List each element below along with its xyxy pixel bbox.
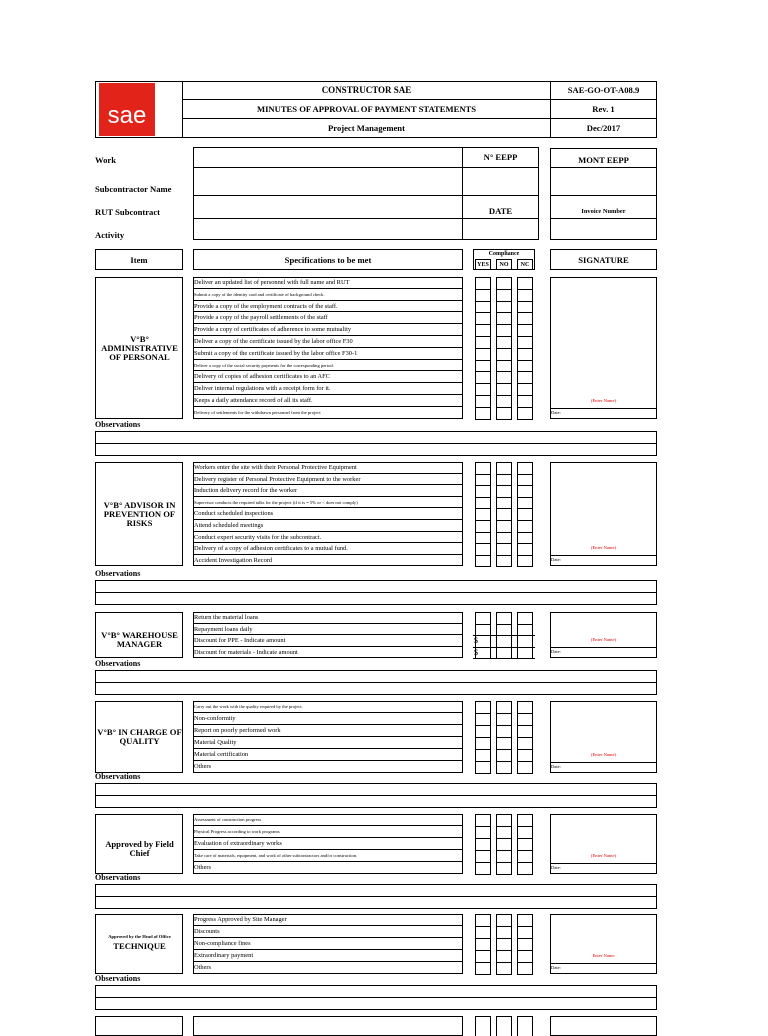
check-cell-line — [517, 773, 533, 774]
check-cell-line — [517, 761, 533, 762]
spec-row: Deliver a copy of the social security payments for the corresponding period. — [193, 360, 463, 372]
check-cell-line — [517, 713, 533, 714]
check-cell-line — [496, 773, 512, 774]
check-cell-line — [496, 635, 512, 636]
check-cell-line — [517, 383, 533, 384]
currency-symbol: $ — [474, 636, 478, 646]
check-cell-line — [475, 289, 491, 290]
check-cell-line — [475, 277, 491, 278]
spec-row: Discount for PPE - Indicate amount — [193, 635, 463, 647]
signature-column-header: SIGNATURE — [550, 249, 657, 270]
signature-name: (Enter Name) — [590, 637, 617, 642]
spec-row: Delivery of copies of adhesion certificates to an AFC — [193, 371, 463, 383]
next-check-column[interactable] — [517, 1016, 533, 1036]
signature-name: (Enter Name) — [590, 752, 617, 757]
signature-date-label: Date: — [551, 965, 561, 970]
check-cell-line — [496, 658, 512, 659]
check-cell-line — [496, 348, 512, 349]
eepp-number-label: N° EEPP — [483, 152, 518, 162]
check-cell-line — [517, 543, 533, 544]
spec-row: Deliver an updated list of personnel with full name and RUT — [193, 277, 463, 289]
check-cell-line — [517, 814, 533, 815]
logo-text: sae — [107, 101, 147, 129]
check-cell-line — [475, 520, 491, 521]
check-cell-line — [496, 474, 512, 475]
check-cell-line — [496, 737, 512, 738]
spec-row: Extraordinary payment — [193, 950, 463, 962]
check-cell-line — [496, 974, 512, 975]
yes-check-column[interactable] — [475, 462, 491, 566]
check-cell-line — [475, 773, 491, 774]
check-cell-line — [517, 725, 533, 726]
check-cell-line — [517, 336, 533, 337]
signature-box[interactable] — [550, 914, 657, 974]
spec-row: Discount for materials - Indicate amount — [194, 648, 298, 656]
check-cell-line — [496, 850, 512, 851]
check-cell-line — [496, 838, 512, 839]
section-title: TECHNIQUE — [113, 941, 166, 951]
check-cell-line — [475, 862, 491, 863]
check-cell-line — [475, 725, 491, 726]
check-cell-line — [475, 543, 491, 544]
check-cell-line — [475, 360, 491, 361]
check-cell-line — [496, 301, 512, 302]
signature-line — [550, 555, 657, 556]
section-title: V°B° IN CHARGE OF QUALITY — [97, 727, 182, 746]
spec-row: Material certification — [193, 749, 463, 761]
work-field[interactable] — [193, 147, 463, 168]
signature-date-label: Date: — [551, 865, 561, 870]
check-cell-line — [475, 838, 491, 839]
check-cell-line — [475, 647, 491, 648]
observations-label: Observations — [95, 772, 141, 781]
signature-box[interactable] — [550, 462, 657, 566]
check-cell-line — [475, 624, 491, 625]
check-cell-line — [517, 850, 533, 851]
signature-line — [550, 863, 657, 864]
no-check-column[interactable] — [496, 914, 512, 974]
check-cell-line — [496, 336, 512, 337]
check-cell-line — [496, 826, 512, 827]
work-label: Work — [95, 155, 117, 165]
check-cell-line — [496, 555, 512, 556]
check-cell-line — [475, 312, 491, 313]
check-cell-line — [517, 624, 533, 625]
spec-row: Delivery register of Personal Protective Equipment to the worker — [193, 474, 463, 486]
signature-name: (Enter Name) — [590, 853, 617, 858]
signature-date-label: Date: — [551, 649, 561, 654]
check-cell-line — [496, 701, 512, 702]
check-cell-line — [475, 485, 491, 486]
spec-row: Non-compliance fines — [193, 938, 463, 950]
check-cell-line — [475, 497, 491, 498]
signature-line — [550, 762, 657, 763]
check-cell-line — [475, 555, 491, 556]
check-cell-line — [517, 737, 533, 738]
check-cell-line — [517, 826, 533, 827]
signature-name: (Enter Name) — [590, 545, 617, 550]
observations-divider — [95, 592, 657, 593]
check-cell-line — [496, 713, 512, 714]
check-cell-line — [496, 462, 512, 463]
nc-check-column[interactable] — [517, 462, 533, 566]
spec-row: Report on poorly performed work — [193, 725, 463, 737]
nc-check-column[interactable] — [517, 814, 533, 874]
check-cell-line — [517, 348, 533, 349]
check-cell-line — [496, 407, 512, 408]
spec-row: Discounts — [193, 926, 463, 938]
spec-row: Supervisor conducts the required talks for the project (if it is = 5% or < does not comply) — [193, 497, 463, 509]
check-cell-line — [475, 938, 491, 939]
check-cell-line — [517, 838, 533, 839]
document-date: Dec/2017 — [586, 123, 621, 133]
check-cell-line — [517, 926, 533, 927]
observations-label: Observations — [95, 974, 141, 983]
check-cell-line — [475, 462, 491, 463]
spec-row: Provide a copy of certificates of adherence to some mutuality — [193, 324, 463, 336]
check-cell-line — [517, 289, 533, 290]
spec-row: Conduct scheduled inspections — [193, 508, 463, 520]
check-cell-line — [496, 419, 512, 420]
check-cell-line — [517, 360, 533, 361]
signature-box[interactable] — [550, 612, 657, 658]
check-cell-line — [496, 485, 512, 486]
check-cell-line — [517, 462, 533, 463]
check-cell-line — [475, 658, 491, 659]
no-check-column[interactable] — [496, 462, 512, 566]
section-title: V°B° WAREHOUSE MANAGER — [101, 629, 178, 649]
subcontractor-field[interactable] — [193, 167, 463, 196]
spec-row: Deliver internal regulations with a receipt form for it. — [193, 383, 463, 395]
check-cell-line — [517, 962, 533, 963]
check-cell-line — [517, 647, 533, 648]
observations-divider — [95, 997, 657, 998]
spec-row: Provide a copy of the employment contracts of the staff. — [193, 301, 463, 313]
activity-field[interactable] — [193, 218, 463, 240]
check-cell-line — [475, 701, 491, 702]
spec-row: Take care of materials, equipment, and work of other subcontractors and/or construction. — [193, 850, 463, 862]
document-code: SAE-GO-OT-A08.9 — [567, 85, 640, 95]
check-cell-line — [496, 647, 512, 648]
check-cell-line — [496, 543, 512, 544]
check-cell-line — [517, 312, 533, 313]
spec-row: Submit a copy of the certificate issued by the labor office F30-1 — [193, 348, 463, 360]
check-cell-line — [517, 419, 533, 420]
signature-date-label: Date: — [551, 557, 561, 562]
check-cell-line — [517, 520, 533, 521]
next-check-column[interactable] — [475, 1016, 491, 1036]
check-cell-line — [496, 277, 512, 278]
check-cell-line — [496, 312, 512, 313]
spec-row: Submit a copy of the identity card and certificate of background check. — [193, 289, 463, 301]
spec-row: Delivery of a copy of adhesion certificates to a mutual fund. — [193, 543, 463, 555]
check-cell-line — [496, 289, 512, 290]
spec-row: Workers enter the site with their Personal Protective Equipment — [193, 462, 463, 474]
check-cell-line — [475, 814, 491, 815]
check-cell-line — [475, 532, 491, 533]
check-cell-line — [517, 371, 533, 372]
observations-divider — [95, 682, 657, 683]
check-cell-line — [496, 761, 512, 762]
check-cell-line — [496, 520, 512, 521]
yes-check-column[interactable] — [475, 914, 491, 974]
check-cell-line — [517, 555, 533, 556]
check-cell-line — [475, 566, 491, 567]
check-cell-line — [496, 874, 512, 875]
signature-name: Enter Name — [592, 953, 615, 958]
check-cell-line — [475, 826, 491, 827]
check-cell-line — [496, 324, 512, 325]
spec-row: Return the material loans — [193, 612, 463, 624]
no-check-column[interactable] — [496, 814, 512, 874]
check-cell-line — [496, 962, 512, 963]
check-cell-line — [475, 301, 491, 302]
next-section-spec-list — [193, 1016, 463, 1036]
check-cell-line — [517, 485, 533, 486]
check-cell-line — [517, 938, 533, 939]
nc-check-column[interactable] — [517, 914, 533, 974]
next-section-item-cell — [95, 1016, 183, 1036]
next-signature-box[interactable] — [550, 1016, 657, 1036]
check-cell-line — [475, 474, 491, 475]
check-cell-line — [517, 658, 533, 659]
check-cell-line — [475, 749, 491, 750]
spec-row: Assessment of construction progress — [193, 814, 463, 826]
check-cell-line — [496, 749, 512, 750]
check-cell-line — [496, 532, 512, 533]
check-cell-line — [475, 371, 491, 372]
check-cell-line — [496, 725, 512, 726]
check-cell-line — [517, 497, 533, 498]
check-cell-line — [496, 383, 512, 384]
check-cell-line — [475, 874, 491, 875]
signature-line — [550, 647, 657, 648]
check-cell-line — [496, 371, 512, 372]
check-cell-line — [517, 862, 533, 863]
check-cell-line — [475, 950, 491, 951]
section-title: V°B° ADVISOR IN PREVENTION OF RISKS — [103, 500, 176, 528]
signature-date-label: Date: — [551, 410, 561, 415]
check-cell-line — [517, 749, 533, 750]
check-cell-line — [475, 336, 491, 337]
department-name: Project Management — [328, 123, 405, 133]
rut-field[interactable] — [193, 195, 463, 219]
section-title: Approved by Field Chief — [105, 838, 174, 858]
check-cell-line — [496, 395, 512, 396]
currency-symbol: $ — [474, 647, 478, 657]
spec-row: Accident Investigation Record — [194, 556, 273, 564]
spec-row: Attend scheduled meetings — [193, 520, 463, 532]
spec-row: Physical Progress according to work programs — [193, 826, 463, 838]
check-cell-line — [517, 532, 533, 533]
check-cell-line — [496, 950, 512, 951]
nc-header: NC — [517, 259, 533, 270]
date-label: DATE — [488, 206, 513, 216]
invoice-number-label: Invoice Number — [581, 207, 626, 215]
specs-column-header: Specifications to be met — [193, 249, 463, 270]
observations-label: Observations — [95, 420, 141, 429]
check-cell-line — [496, 566, 512, 567]
check-cell-line — [475, 737, 491, 738]
spec-row: Progress Approved by Site Manager — [193, 914, 463, 926]
next-check-column[interactable] — [496, 1016, 512, 1036]
spec-row: Delivery of settlements for the withdrawn personnel from the project — [194, 409, 321, 415]
check-cell-line — [517, 612, 533, 613]
check-cell-line — [475, 850, 491, 851]
check-cell-line — [475, 713, 491, 714]
check-cell-line — [475, 508, 491, 509]
signature-line — [550, 963, 657, 964]
observations-label: Observations — [95, 873, 141, 882]
check-cell-line — [496, 612, 512, 613]
item-column-header: Item — [95, 249, 183, 270]
check-cell-line — [475, 407, 491, 408]
check-cell-line — [475, 324, 491, 325]
check-cell-line — [517, 301, 533, 302]
check-cell-line — [496, 360, 512, 361]
spec-row: Carry out the work with the quality required by the project. — [193, 701, 463, 713]
check-cell-line — [517, 508, 533, 509]
check-cell-line — [475, 395, 491, 396]
check-cell-line — [517, 277, 533, 278]
check-cell-line — [496, 497, 512, 498]
check-cell-line — [517, 324, 533, 325]
check-cell-line — [496, 862, 512, 863]
check-cell-line — [496, 624, 512, 625]
spec-row: Material Quality — [193, 737, 463, 749]
observations-label: Observations — [95, 659, 141, 668]
sae-logo — [99, 83, 155, 136]
spec-row: Non-conformity — [193, 713, 463, 725]
mont-eepp-label: MONT EEPP — [578, 155, 629, 165]
check-cell-line — [475, 974, 491, 975]
check-cell-line — [517, 874, 533, 875]
rut-label: RUT Subcontract — [95, 207, 161, 217]
subcontractor-label: Subcontractor Name — [95, 184, 172, 194]
check-cell-line — [517, 566, 533, 567]
signature-date-label: Date: — [551, 764, 561, 769]
check-cell-line — [475, 348, 491, 349]
check-cell-line — [517, 407, 533, 408]
check-cell-line — [496, 938, 512, 939]
document-title: MINUTES OF APPROVAL OF PAYMENT STATEMENTS — [256, 103, 477, 114]
section-title: V°B° ADMINISTRATIVE OF PERSONAL — [101, 334, 178, 362]
revision: Rev. 1 — [592, 103, 615, 114]
company-name: CONSTRUCTOR SAE — [321, 85, 412, 95]
yes-header: YES — [475, 259, 491, 270]
yes-check-column[interactable] — [475, 814, 491, 874]
check-cell-line — [517, 914, 533, 915]
spec-row: Deliver a copy of the certificate issued by the labor office F30 — [193, 336, 463, 348]
observations-label: Observations — [95, 569, 141, 578]
check-cell-line — [475, 761, 491, 762]
observations-divider — [95, 443, 657, 444]
check-cell-line — [496, 508, 512, 509]
observations-divider — [95, 896, 657, 897]
check-cell-line — [517, 974, 533, 975]
check-cell-line — [496, 914, 512, 915]
spec-row: Conduct expert security visits for the subcontract. — [193, 532, 463, 544]
signature-name: (Enter Name) — [590, 398, 617, 403]
spec-row: Others — [194, 763, 212, 770]
check-cell-line — [517, 950, 533, 951]
signature-line — [550, 408, 657, 409]
check-cell-line — [517, 474, 533, 475]
check-cell-line — [475, 962, 491, 963]
spec-row: Provide a copy of the payroll settlements of the staff — [193, 312, 463, 324]
check-cell-line — [475, 635, 491, 636]
section-title-small: Approved by the Head of Office — [108, 934, 171, 939]
check-cell-line — [475, 383, 491, 384]
check-cell-line — [496, 926, 512, 927]
spec-row: Evaluation of extraordinary works — [193, 838, 463, 850]
activity-label: Activity — [95, 230, 125, 240]
check-cell-line — [475, 612, 491, 613]
check-cell-line — [475, 926, 491, 927]
spec-row: Others — [194, 864, 212, 871]
check-cell-line — [517, 395, 533, 396]
check-cell-line — [496, 814, 512, 815]
check-cell-line — [517, 635, 533, 636]
spec-row: Repayment loans daily — [193, 624, 463, 636]
compliance-label: Compliance — [488, 251, 520, 257]
check-cell-line — [475, 419, 491, 420]
spec-row: Others — [194, 964, 212, 971]
signature-box[interactable] — [550, 814, 657, 874]
spec-row: Keeps a daily attendance record of all its staff. — [193, 395, 463, 407]
observations-divider — [95, 795, 657, 796]
no-header: NO — [496, 259, 512, 270]
check-cell-line — [475, 914, 491, 915]
check-cell-line — [517, 701, 533, 702]
spec-row: Induction delivery record for the worker — [193, 485, 463, 497]
